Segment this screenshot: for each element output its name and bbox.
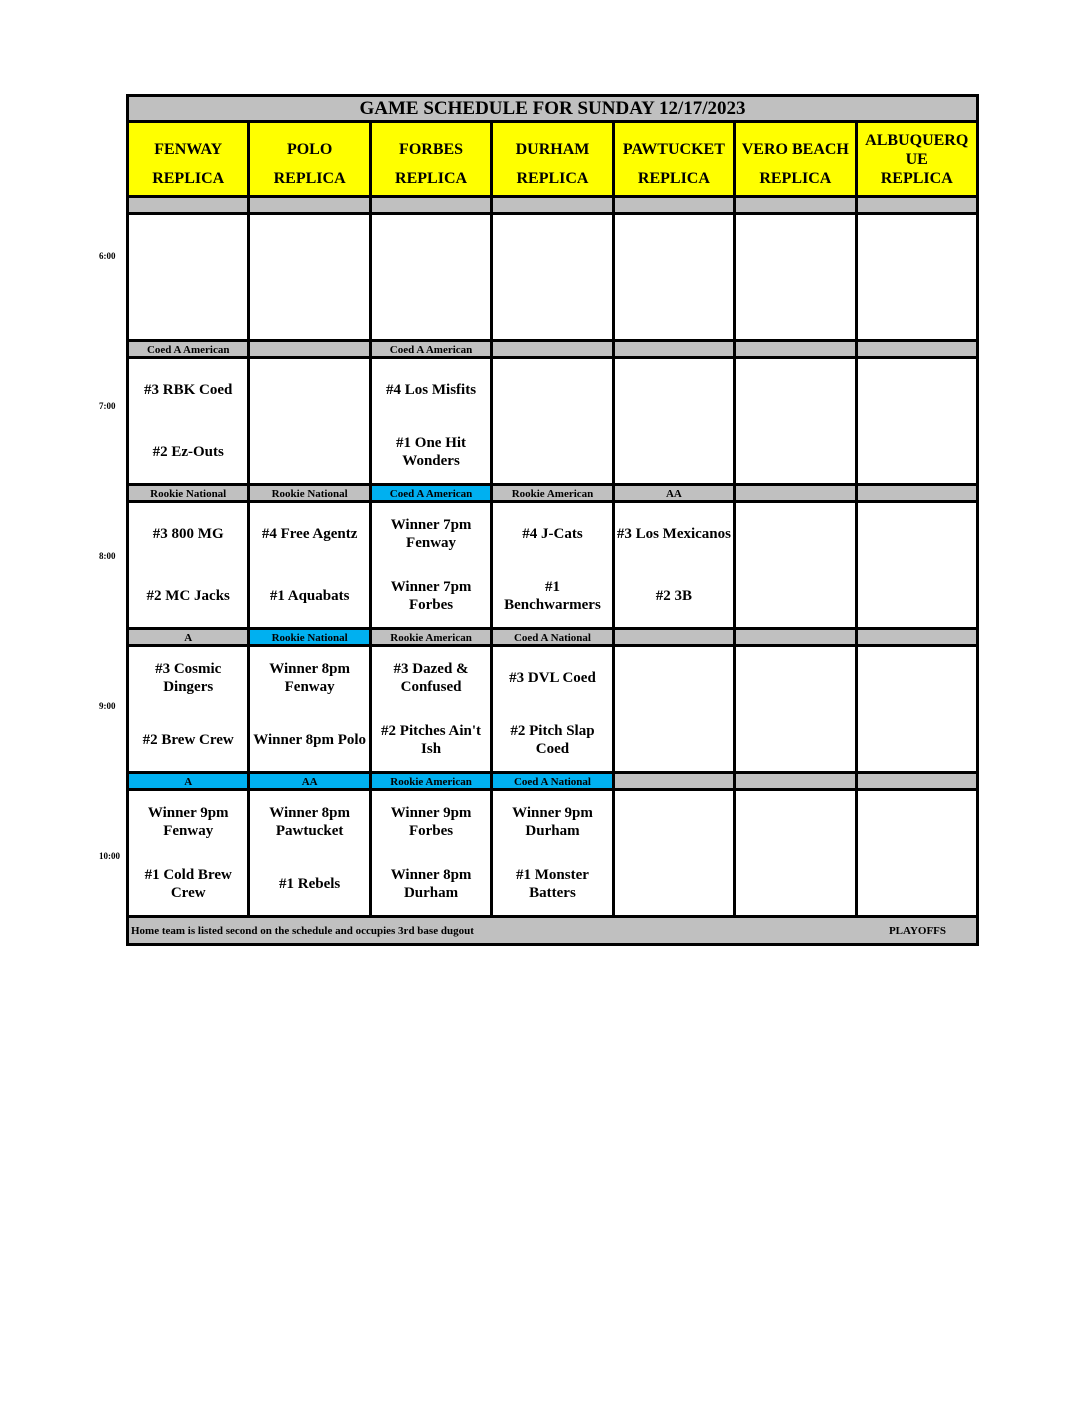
home-team — [736, 421, 854, 483]
game-cell — [615, 647, 736, 771]
home-team: #1 Monster Batters — [516, 867, 589, 901]
game-cell — [129, 647, 250, 771]
away-team — [493, 359, 611, 421]
game-cell — [372, 359, 493, 483]
field-name: ALBUQUERQUE — [865, 131, 969, 168]
field-subtitle: REPLICA — [395, 169, 468, 187]
division-label — [736, 486, 857, 500]
away-team: #3 DVL Coed — [509, 670, 596, 686]
game-cell — [250, 647, 371, 771]
field-header-polo — [250, 123, 371, 195]
home-team: #2 Pitch Slap Coed — [510, 723, 595, 757]
division-label: Rookie National — [250, 630, 371, 644]
game-cell — [858, 215, 976, 339]
field-name: FENWAY — [154, 141, 223, 158]
division-label-row — [129, 774, 976, 791]
game-cell — [250, 215, 371, 339]
division-label — [858, 486, 976, 500]
game-cell — [250, 791, 371, 915]
game-cell — [129, 215, 250, 339]
field-name: DURHAM — [515, 141, 590, 158]
away-team — [858, 503, 976, 565]
division-label-row — [129, 630, 976, 647]
away-team: #3 800 MG — [152, 526, 224, 542]
footer-row — [129, 918, 976, 943]
division-label — [615, 774, 736, 788]
home-team — [615, 709, 733, 771]
division-label: Coed A American — [372, 486, 493, 500]
away-team — [858, 359, 976, 421]
game-row — [129, 791, 976, 918]
division-label: Coed A American — [372, 342, 493, 356]
away-team — [736, 359, 854, 421]
game-cell — [736, 215, 857, 339]
game-cell — [615, 359, 736, 483]
field-name: POLO — [286, 141, 333, 158]
time-label: 8:00 — [99, 551, 116, 561]
division-label — [493, 342, 614, 356]
away-team: #3 RBK Coed — [144, 382, 233, 398]
field-header-durham — [493, 123, 614, 195]
home-team: #2 Brew Crew — [142, 732, 234, 748]
home-team: #1 Rebels — [279, 876, 341, 892]
home-team — [615, 853, 733, 915]
away-team: #3 Cosmic Dingers — [155, 661, 222, 695]
division-label: Coed A National — [493, 630, 614, 644]
game-cell — [129, 503, 250, 627]
game-cell — [493, 359, 614, 483]
away-team — [615, 359, 733, 421]
home-team — [858, 421, 976, 483]
game-cell — [493, 215, 614, 339]
field-header-albuquerque — [858, 123, 976, 195]
game-cell — [372, 215, 493, 339]
division-label: Rookie National — [250, 486, 371, 500]
game-cell — [615, 215, 736, 339]
game-cell — [858, 647, 976, 771]
field-subtitle: REPLICA — [516, 169, 589, 187]
time-label: 9:00 — [99, 701, 116, 711]
division-label — [615, 342, 736, 356]
game-cell — [736, 359, 857, 483]
division-label — [736, 774, 857, 788]
division-label: A — [129, 630, 250, 644]
home-team — [493, 277, 611, 339]
field-subtitle: REPLICA — [880, 169, 953, 187]
away-team: Winner 8pm Pawtucket — [269, 805, 350, 839]
game-cell — [736, 503, 857, 627]
game-row — [129, 647, 976, 774]
home-team — [493, 421, 611, 483]
home-team: Winner 7pm Forbes — [390, 579, 472, 613]
division-label — [615, 630, 736, 644]
game-cell — [372, 647, 493, 771]
home-team — [858, 277, 976, 339]
home-team — [858, 565, 976, 627]
game-row — [129, 359, 976, 486]
home-team: #1 Cold Brew Crew — [144, 867, 232, 901]
schedule-title: GAME SCHEDULE FOR SUNDAY 12/17/2023 — [129, 97, 976, 123]
home-team — [858, 853, 976, 915]
division-label: Rookie American — [493, 486, 614, 500]
division-label: Coed A American — [129, 342, 250, 356]
away-team: Winner 9pm Forbes — [390, 805, 472, 839]
game-cell — [615, 503, 736, 627]
game-cell — [129, 791, 250, 915]
field-subtitle: REPLICA — [637, 169, 710, 187]
division-label — [736, 630, 857, 644]
home-team — [615, 421, 733, 483]
division-label-row — [129, 198, 976, 215]
field-subtitle: REPLICA — [152, 169, 225, 187]
away-team — [250, 215, 368, 277]
away-team — [250, 359, 368, 421]
home-team — [615, 277, 733, 339]
away-team — [615, 215, 733, 277]
home-team — [736, 277, 854, 339]
division-label: A — [129, 774, 250, 788]
division-label — [736, 198, 857, 212]
game-cell — [129, 359, 250, 483]
away-team: Winner 9pm Fenway — [147, 805, 229, 839]
game-cell — [250, 359, 371, 483]
division-label: AA — [615, 486, 736, 500]
home-team — [736, 853, 854, 915]
away-team: #4 Los Misfits — [386, 382, 477, 398]
division-label — [250, 198, 371, 212]
division-label — [736, 342, 857, 356]
away-team — [372, 215, 490, 277]
division-label: Coed A National — [493, 774, 614, 788]
game-cell — [858, 359, 976, 483]
time-slots — [129, 198, 976, 918]
division-label — [129, 198, 250, 212]
game-cell — [493, 791, 614, 915]
field-name: PAWTUCKET — [622, 141, 725, 158]
game-cell — [615, 791, 736, 915]
division-label: Rookie American — [372, 774, 493, 788]
time-label: 6:00 — [99, 251, 116, 261]
away-team: #4 Free Agentz — [261, 526, 358, 542]
away-team: #3 Dazed & Confused — [393, 661, 469, 695]
game-cell — [493, 647, 614, 771]
home-team — [736, 709, 854, 771]
division-label: Rookie National — [129, 486, 250, 500]
away-team: Winner 9pm Durham — [512, 805, 593, 839]
home-team: #2 3B — [655, 588, 693, 604]
field-header-pawtucket — [615, 123, 736, 195]
home-team: Winner 8pm Durham — [390, 867, 472, 901]
schedule-table — [126, 94, 979, 946]
home-team: #1 One Hit Wonders — [396, 435, 467, 469]
footer-tag: PLAYOFFS — [888, 924, 946, 937]
game-cell — [736, 647, 857, 771]
game-cell — [736, 791, 857, 915]
home-team — [858, 709, 976, 771]
field-header-fenway — [129, 123, 250, 195]
game-cell — [372, 503, 493, 627]
division-label — [493, 198, 614, 212]
away-team: Winner 8pm Fenway — [269, 661, 350, 695]
field-name: FORBES — [399, 141, 464, 158]
away-team — [736, 215, 854, 277]
away-team — [736, 791, 854, 853]
division-label — [615, 198, 736, 212]
home-team: #1 Benchwarmers — [504, 579, 601, 613]
home-team — [736, 565, 854, 627]
away-team — [858, 647, 976, 709]
away-team — [493, 215, 611, 277]
away-team — [615, 647, 733, 709]
home-team: #2 MC Jacks — [146, 588, 230, 604]
away-team — [129, 215, 247, 277]
field-header-forbes — [372, 123, 493, 195]
division-label — [250, 342, 371, 356]
home-team: #2 Pitches Ain't Ish — [381, 723, 482, 757]
away-team — [858, 215, 976, 277]
field-header-row — [129, 123, 976, 198]
footer-note: Home team is listed second on the schedule and occupies 3rd base dugout — [131, 924, 474, 937]
division-label: AA — [250, 774, 371, 788]
field-subtitle: REPLICA — [759, 169, 832, 187]
away-team: Winner 7pm Fenway — [390, 517, 472, 551]
field-subtitle: REPLICA — [273, 169, 346, 187]
division-label — [858, 774, 976, 788]
field-name: VERO BEACH — [741, 141, 849, 158]
division-label-row — [129, 342, 976, 359]
game-cell — [858, 503, 976, 627]
home-team — [372, 277, 490, 339]
game-row — [129, 503, 976, 630]
away-team: #4 J-Cats — [522, 526, 583, 542]
game-cell — [372, 791, 493, 915]
home-team — [250, 421, 368, 483]
division-label — [858, 342, 976, 356]
division-label — [372, 198, 493, 212]
away-team: #3 Los Mexicanos — [616, 526, 731, 542]
time-label: 7:00 — [99, 401, 116, 411]
home-team: #1 Aquabats — [269, 588, 350, 604]
game-cell — [858, 791, 976, 915]
home-team — [129, 277, 247, 339]
away-team — [858, 791, 976, 853]
away-team — [615, 791, 733, 853]
home-team — [250, 277, 368, 339]
away-team — [736, 503, 854, 565]
division-label — [858, 198, 976, 212]
field-header-vero-beach — [736, 123, 857, 195]
division-label: Rookie American — [372, 630, 493, 644]
time-label: 10:00 — [99, 851, 120, 861]
home-team: Winner 8pm Polo — [253, 732, 367, 748]
game-cell — [493, 503, 614, 627]
game-cell — [250, 503, 371, 627]
away-team — [736, 647, 854, 709]
game-row — [129, 215, 976, 342]
home-team: #2 Ez-Outs — [152, 444, 224, 460]
division-label — [858, 630, 976, 644]
division-label-row — [129, 486, 976, 503]
